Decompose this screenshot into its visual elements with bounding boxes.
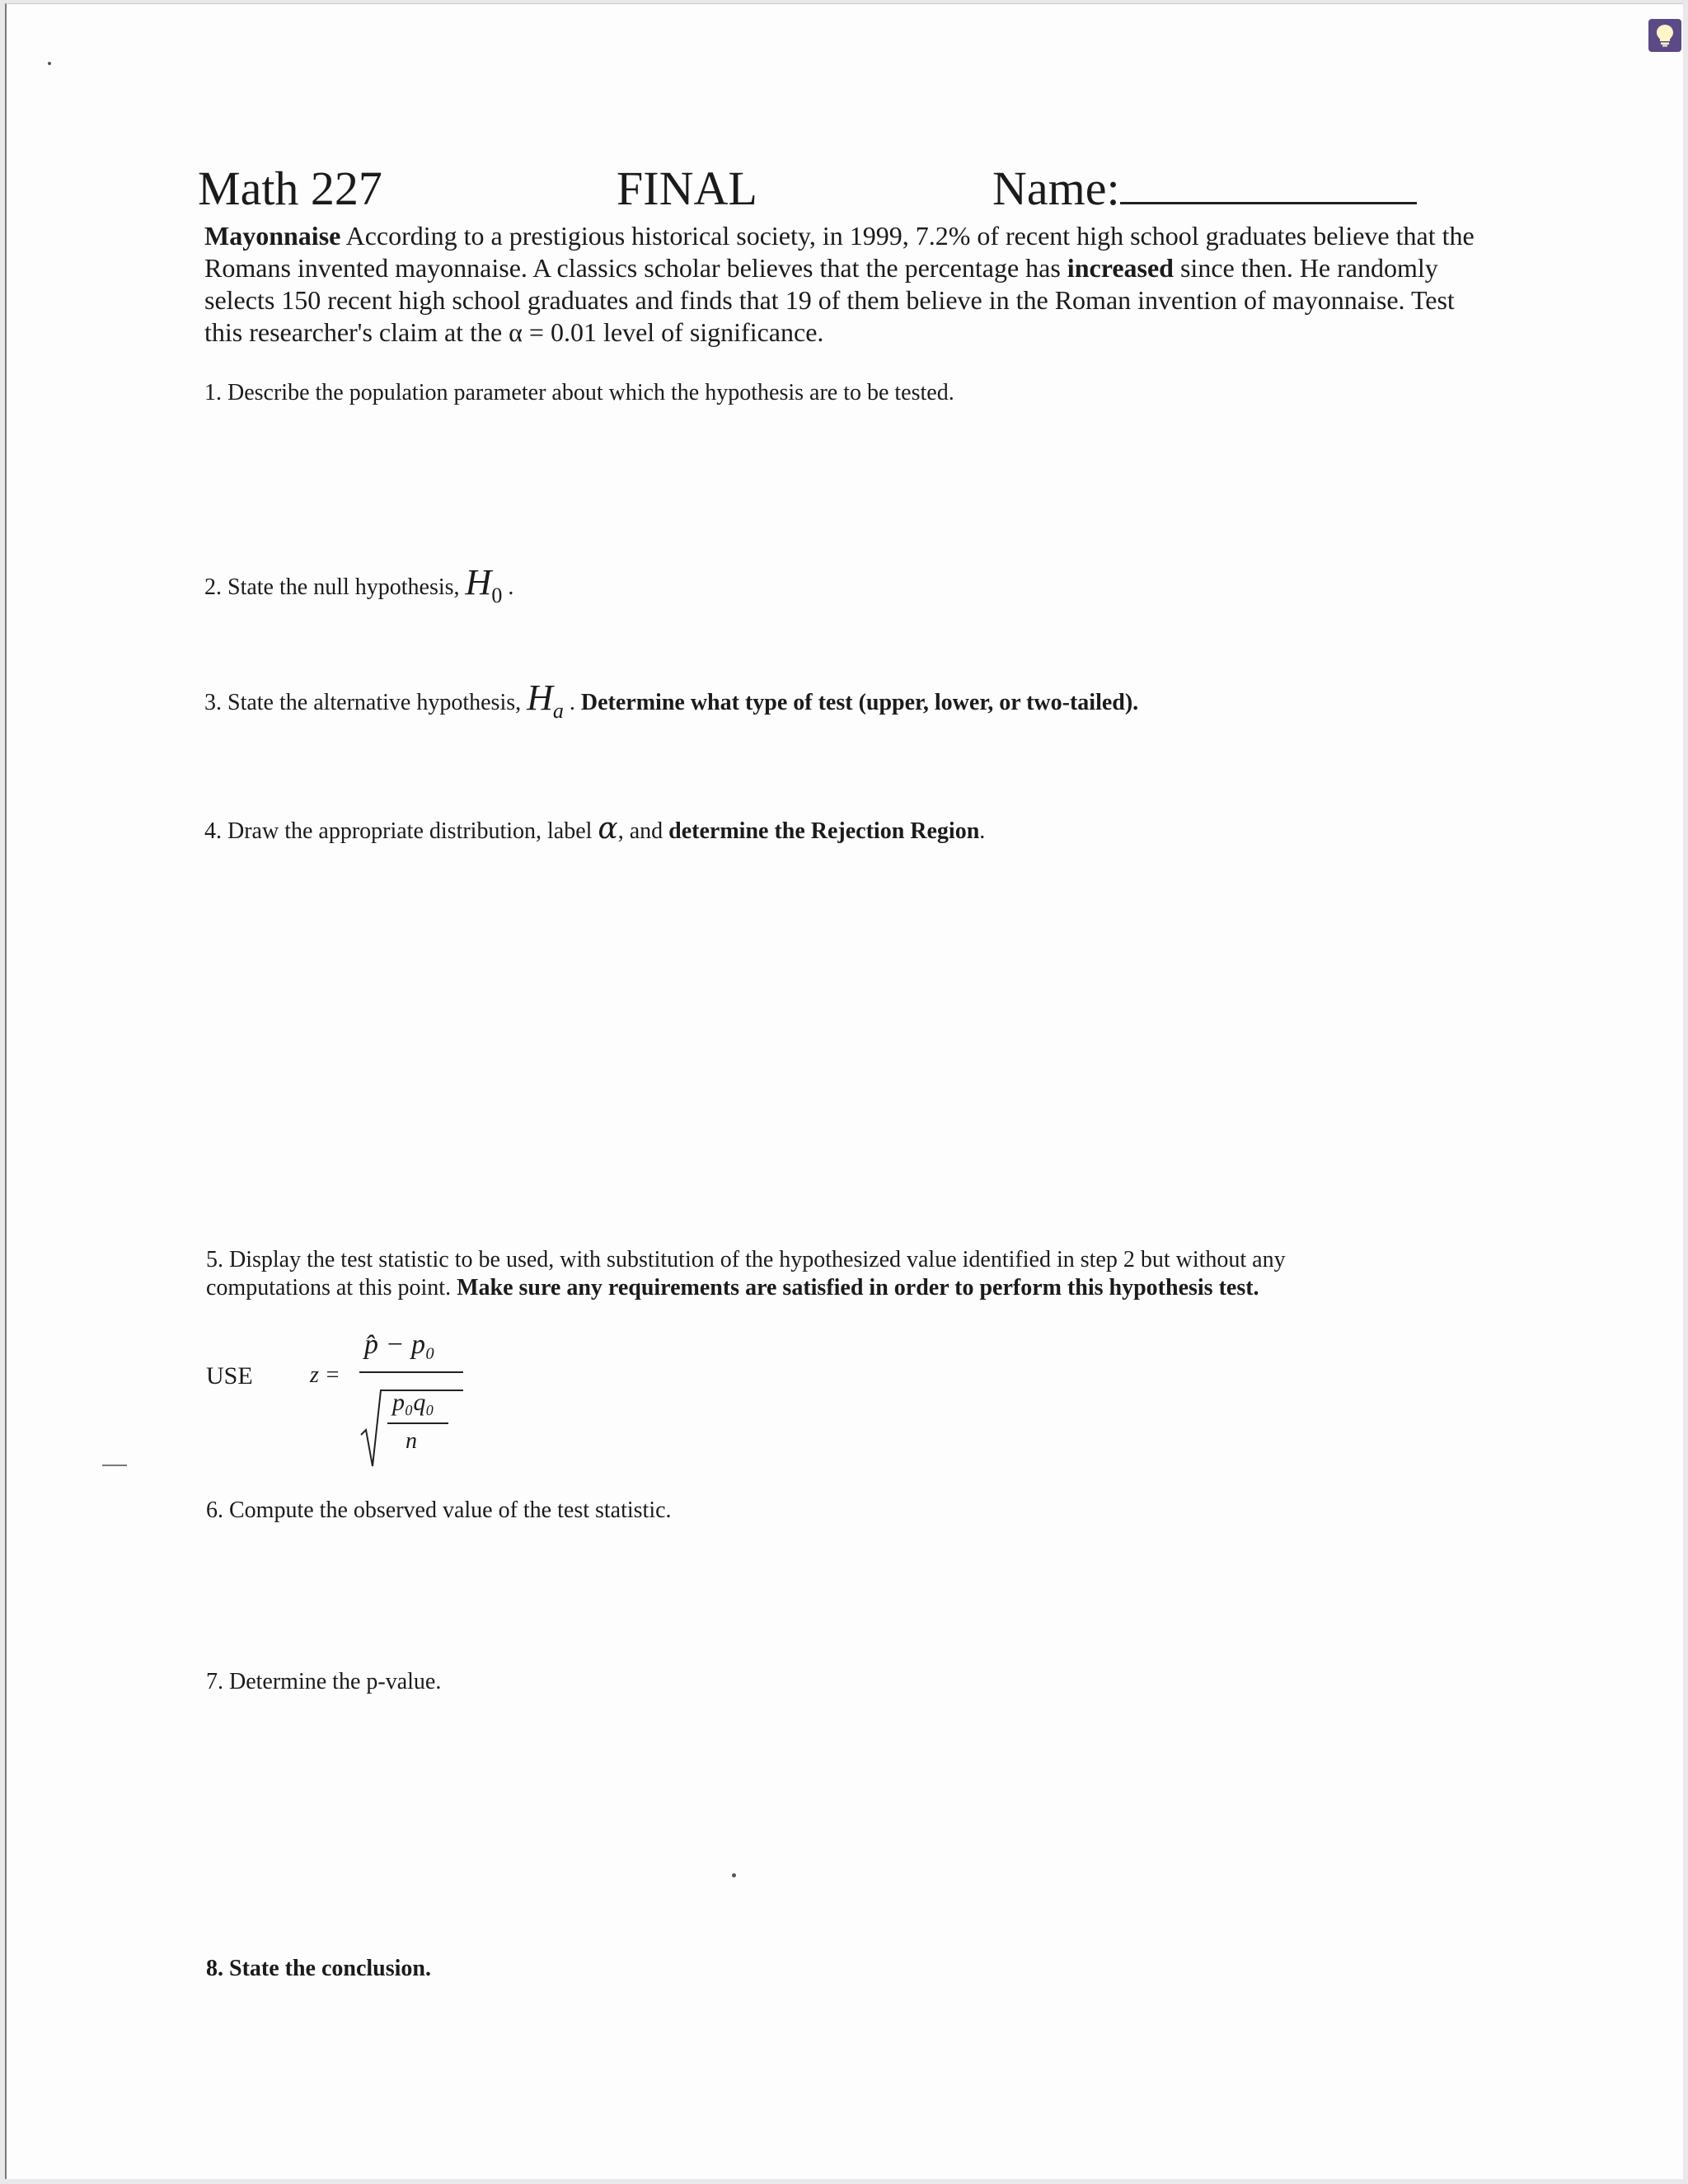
question-6: 6. Compute the observed value of the test statistic. xyxy=(206,1497,672,1523)
problem-emphasis: increased xyxy=(1067,253,1174,283)
name-blank[interactable] xyxy=(1120,169,1417,204)
hint-button[interactable] xyxy=(1648,19,1681,52)
formula-numerator: p̂ − p₀ xyxy=(364,1329,435,1360)
question-2: 2. State the null hypothesis, H0 . xyxy=(204,562,514,607)
scan-speck xyxy=(732,1873,736,1877)
question-4-mid: , and xyxy=(617,818,663,844)
test-statistic-formula xyxy=(310,1329,467,1469)
question-3: 3. State the alternative hypothesis, Ha . Determine what type of test (upper, lower, or two-tailed). xyxy=(204,677,1139,723)
question-4-bold: determine the Rejection Region xyxy=(668,818,980,844)
null-hypothesis-subscript: 0 xyxy=(491,583,503,607)
question-2-text: 2. State the null hypothesis, xyxy=(204,574,460,600)
question-3-bold: Determine what type of test (upper, lower, or two-tailed). xyxy=(580,690,1139,715)
question-5-line-1: 5. Display the test statistic to be used, with substitution of the hypothesized value identified in step 2 but without any xyxy=(206,1247,1286,1272)
question-8: 8. State the conclusion. xyxy=(206,1956,431,1981)
lightbulb-icon xyxy=(1656,24,1674,47)
problem-text-1: According to a prestigious historical society, in 1999, 7.2% of recent high school graduates believe that the Romans invented mayonnaise. A classics scholar believes that the percentage has xyxy=(204,221,1475,283)
question-4: 4. Draw the appropriate distribution, label α, and determine the Rejection Region. xyxy=(204,812,986,846)
alpha-symbol: α xyxy=(598,812,618,846)
scan-mark xyxy=(102,1465,127,1466)
formula-lhs: z = xyxy=(310,1362,340,1388)
question-4-text: 4. Draw the appropriate distribution, label xyxy=(204,818,593,844)
question-5-bold: Make sure any requirements are satisfied in order to perform this hypothesis test. xyxy=(457,1275,1259,1301)
exam-title: FINAL xyxy=(617,162,757,215)
problem-title: Mayonnaise xyxy=(204,221,341,251)
question-5-line-2 xyxy=(206,1275,1259,1301)
null-hypothesis-symbol: H xyxy=(465,562,492,602)
alt-hypothesis-symbol: H xyxy=(527,677,553,718)
question-5-text: computations at this point. xyxy=(206,1275,452,1301)
formula-inner-numerator: p₀q₀ xyxy=(392,1389,434,1416)
scan-speck xyxy=(48,62,51,65)
problem-statement xyxy=(204,220,1490,349)
question-7: 7. Determine the p-value. xyxy=(206,1669,442,1694)
alt-hypothesis-subscript: a xyxy=(552,699,564,723)
question-3-text: 3. State the alternative hypothesis, xyxy=(204,690,522,715)
name-field[interactable] xyxy=(992,161,1417,216)
formula-inner-denominator: n xyxy=(406,1428,417,1454)
exam-page xyxy=(5,3,1683,2179)
use-label: USE xyxy=(206,1362,253,1390)
name-label: Name: xyxy=(992,162,1120,215)
problem-text-2: since then. He randomly selects 150 recent high school graduates and finds that 19 of them believe in the Roman invention of mayonnaise. Test this researcher's claim at the α = 0.01 level of significance. xyxy=(204,253,1455,347)
question-1: 1. Describe the population parameter about which the hypothesis are to be tested. xyxy=(204,380,954,405)
course-title: Math 227 xyxy=(198,162,382,215)
